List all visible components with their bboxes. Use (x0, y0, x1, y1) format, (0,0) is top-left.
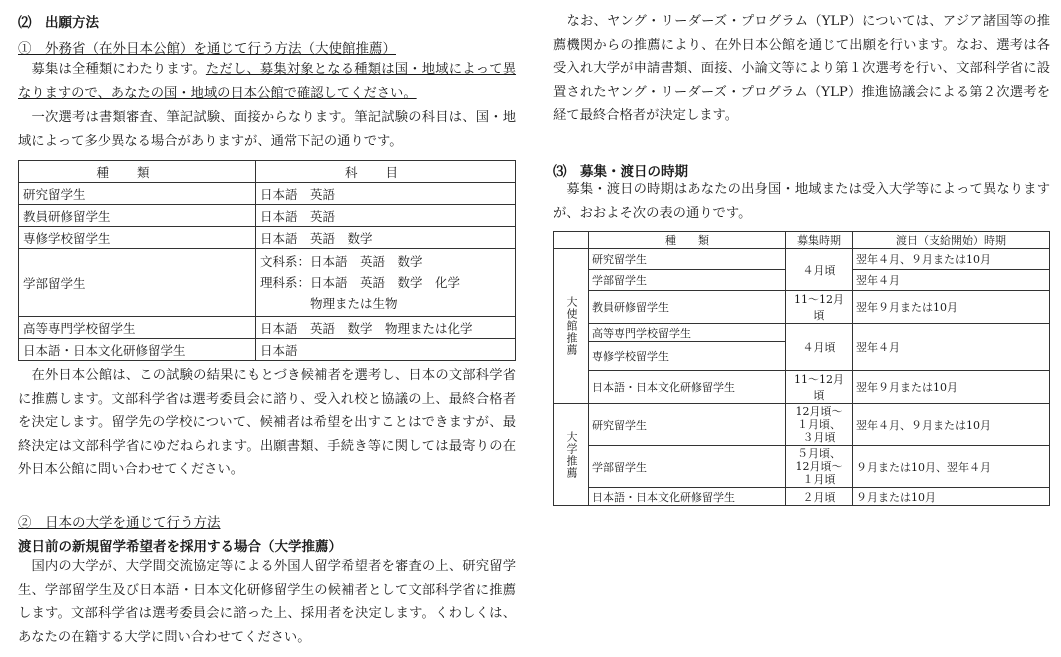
kind-cell: 教員研修留学生 (589, 291, 786, 324)
kind-cell: 高等専門学校留学生 (589, 324, 786, 342)
subject-cell: 日本語 英語 数学 (256, 227, 516, 249)
header-arrival: 渡日（支給開始）時期 (853, 232, 1050, 249)
table-row (554, 404, 1050, 446)
paragraph-embassy-selection: 在外日本公館は、この試験の結果にもとづき候補者を選考し、日本の文部科学省に推薦します。文部科学省は選考委員会に諮り、受入れ校と協議の上、最終合格者を決定します。留学先の学校について、候補者は希望を出すことはできますが、最終決定は文部科学省にゆだねられます。出願書類、手続き等に関しては最寄りの在外日本公館に問い合わせてください。 (18, 368, 516, 477)
subject-cell: 日本語 (256, 339, 516, 361)
group-embassy-label: 大使館推薦 (554, 249, 589, 404)
recruit-cell: ４月頃 (786, 324, 853, 371)
university-recommendation-heading: 渡日前の新規留学希望者を採用する場合（大学推薦） (18, 539, 342, 555)
paragraph-university-recommendation: 国内の大学が、大学間交流協定等による外国人留学希望者を審査の上、研究留学生、学部留学生及び日本語・日本文化研修留学生の候補者として文部科学省に推薦します。文部科学省は選考委員会に諮った上、採用者を決定します。くわしくは、あなたの在籍する大学に問い合わせてください。 (18, 559, 516, 645)
kind-cell: 日本語・日本文化研修留学生 (589, 488, 786, 506)
recruit-line: ５月頃、 (797, 447, 841, 460)
arrival-cell: 翌年４月、９月または10月 (853, 404, 1050, 446)
header-recruit: 募集時期 (786, 232, 853, 249)
method-2-title: ② 日本の大学を通じて行う方法 (18, 515, 221, 531)
kind-cell: 研究留学生 (589, 404, 786, 446)
recruit-cell: 11～12月頃 (786, 371, 853, 404)
recruit-text: 募集は全種類にわたります。 (18, 62, 206, 77)
recruit-line: 12月頃～ (795, 460, 843, 473)
paragraph-first-selection: 一次選考は書類審査、筆記試験、面接からなります。筆記試験の科目は、国・地域によって多少異なる場合がありますが、通常下記の通りです。 (18, 110, 516, 149)
recruit-cell: 11～12月頃 (786, 291, 853, 324)
table-row (554, 446, 1050, 488)
kind-cell: 日本語・日本文化研修留学生 (19, 339, 256, 361)
table-row (554, 371, 1050, 404)
recruit-line: １月頃 (802, 473, 836, 486)
paragraph-timing: 募集・渡日の時期はあなたの出身国・地域または受入大学等によって異なりますが、おおよそ次の表の通りです。 (553, 182, 1050, 221)
arrival-cell: 翌年４月 (853, 270, 1050, 291)
recruit-cell: ４月頃 (786, 249, 853, 291)
section-2-title: ⑵ 出願方法 (18, 15, 99, 31)
recruit-cell (786, 446, 853, 488)
subject-line: 物理または生物 (260, 296, 398, 311)
paragraph-ylp: なお、ヤング・リーダーズ・プログラム（YLP）については、アジア諸国等の推薦機関からの推薦により、在外日本公館を通じて出願を行います。なお、選考は各受入れ大学が申請書類、面接、小論文等により第１次選考を行い、文部科学省に設置されたヤング・リーダーズ・プログラム（YLP）推進協議会による第２次選考を経て最終合格者が決定します。 (553, 14, 1050, 123)
kind-cell: 専修学校留学生 (589, 342, 786, 371)
method-1-title: ① 外務省（在外日本公館）を通じて行う方法（大使館推薦） (18, 41, 396, 57)
subject-cell: 日本語 英語 (256, 183, 516, 205)
table-header-row (19, 161, 516, 183)
subject-line: 理科系：日本語 英語 数学 化学 (260, 275, 461, 290)
subject-cell: 日本語 英語 (256, 205, 516, 227)
table-row (19, 183, 516, 205)
kind-cell: 学部留学生 (19, 249, 256, 317)
kind-cell: 研究留学生 (19, 183, 256, 205)
exam-subjects-table (18, 160, 516, 361)
table-row (19, 227, 516, 249)
table-header-row (554, 232, 1050, 249)
recruit-line: １月頃、 (797, 418, 841, 431)
section-3-title: ⑶ 募集・渡日の時期 (553, 164, 688, 180)
recruit-cell (786, 404, 853, 446)
arrival-cell: 翌年９月または10月 (853, 371, 1050, 404)
kind-cell: 学部留学生 (589, 446, 786, 488)
subject-cell: 日本語 英語 数学 物理または化学 (256, 317, 516, 339)
paragraph-recruit (18, 58, 516, 105)
arrival-cell: 翌年４月 (853, 324, 1050, 371)
table-row (19, 249, 516, 317)
header-kind: 種類 (19, 161, 256, 183)
group-university-label: 大学推薦 (554, 404, 589, 506)
table-row (554, 249, 1050, 270)
table-row (554, 488, 1050, 506)
header-subject: 科目 (256, 161, 516, 183)
arrival-cell: ９月または10月 (853, 488, 1050, 506)
table-row (19, 317, 516, 339)
kind-cell: 専修学校留学生 (19, 227, 256, 249)
recruit-line: 12月頃～ (795, 405, 843, 418)
subject-line: 文科系：日本語 英語 数学 (260, 254, 423, 269)
table-row (554, 291, 1050, 324)
arrival-cell: ９月または10月、翌年４月 (853, 446, 1050, 488)
timing-table (553, 231, 1050, 506)
kind-cell: 学部留学生 (589, 270, 786, 291)
kind-cell: 研究留学生 (589, 249, 786, 270)
arrival-cell: 翌年９月または10月 (853, 291, 1050, 324)
table-row (19, 205, 516, 227)
subject-cell (256, 249, 516, 317)
table-row (19, 339, 516, 361)
arrival-cell: 翌年４月、９月または10月 (853, 249, 1050, 270)
kind-cell: 高等専門学校留学生 (19, 317, 256, 339)
table-row (554, 324, 1050, 342)
header-group (554, 232, 589, 249)
recruit-cell: ２月頃 (786, 488, 853, 506)
recruit-line: ３月頃 (802, 431, 836, 444)
header-kind: 種 類 (589, 232, 786, 249)
kind-cell: 教員研修留学生 (19, 205, 256, 227)
kind-cell: 日本語・日本文化研修留学生 (589, 371, 786, 404)
recruit-note-underlined: ただし、募集対象となる種類は国・地域によって異なりますので、あなたの国・地域の日本公館で確認してください。 (18, 62, 517, 101)
